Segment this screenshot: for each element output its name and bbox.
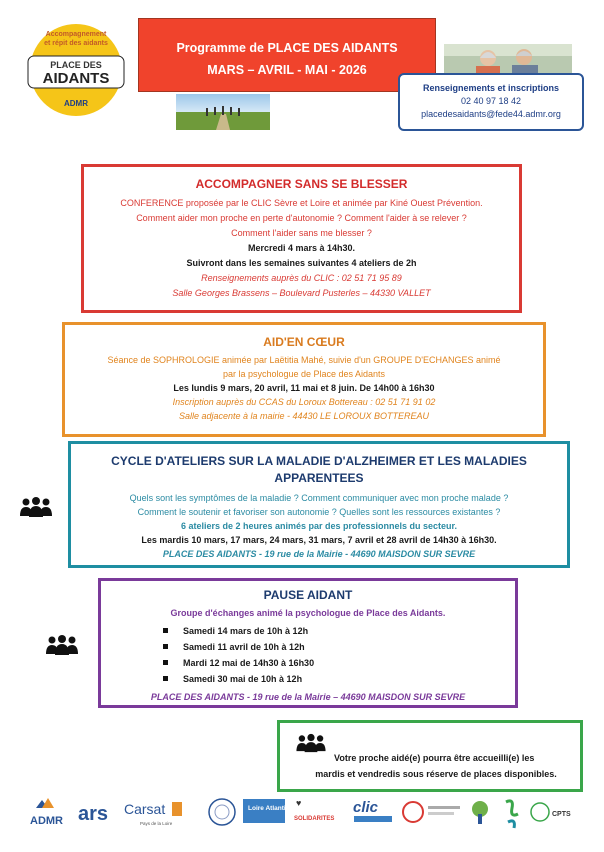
partner-logos — [28, 794, 584, 834]
section5-text — [294, 750, 578, 782]
section1-line1: CONFERENCE proposée par le CLIC Sèvre et Loire et animée par Kiné Ouest Prévention. — [120, 198, 483, 208]
section3-line2: Comment le soutenir et favoriser son autonomie ? Quelles sont les ressources existantes ? — [137, 507, 501, 517]
partner-logo-tree — [472, 801, 488, 824]
section4-date-list — [163, 623, 515, 687]
section-aid-en-coeur — [62, 322, 546, 437]
admr-logo — [30, 798, 63, 827]
svg-text:♥: ♥ — [296, 798, 302, 808]
section2-line2: par la psychologue de Place des Aidants — [222, 369, 386, 379]
admr-text: ADMR — [30, 815, 63, 827]
section3-line1: Quels sont les symptômes de la maladie ? Comment communiquer avec mon proche malade ? — [129, 493, 509, 503]
section2-place: Salle adjacente à la mairie - 44430 LE LOROUX BOTTEREAU — [178, 411, 430, 421]
section-alzheimer-workshops — [68, 441, 570, 568]
section2-title: AID'EN CŒUR — [263, 335, 345, 349]
carsat-sub: Pays de la Loire — [140, 821, 173, 826]
walking-group-photo — [176, 94, 270, 130]
partner-logo-ms — [506, 801, 518, 828]
place-des-aidants-logo — [20, 18, 132, 118]
list-item: Samedi 11 avril de 10h à 12h — [163, 639, 515, 655]
section5-line2: mardis et vendredis sous réserve de places disponibles. — [315, 769, 557, 779]
solidarites-logo — [294, 798, 334, 822]
logo-line4: AIDANTS — [42, 70, 110, 87]
list-item: Samedi 30 mai de 10h à 12h — [163, 671, 515, 687]
program-title: Programme de PLACE DES AIDANTS — [176, 41, 398, 55]
section2-line1: Séance de SOPHROLOGIE animée par Laëtitia Mahé, suivie d'un GROUPE D'ECHANGES animé — [107, 355, 501, 365]
group-people-icon — [20, 496, 52, 523]
loire-atlantique-logo — [243, 799, 298, 823]
logo-line1: Accompagnement — [45, 31, 107, 38]
contact-email[interactable]: placedesaidants@fede44.admr.org — [421, 109, 561, 119]
solidarites-text: SOLIDARITES — [294, 816, 335, 822]
section4-title: PAUSE AIDANT — [263, 588, 353, 602]
group-people-icon — [46, 634, 78, 661]
section3-title2: APPARENTEES — [274, 471, 364, 485]
list-item: Mardi 12 mai de 14h30 à 16h30 — [163, 655, 515, 671]
section1-title: ACCOMPAGNER SANS SE BLESSER — [195, 177, 408, 191]
cpts-logo — [531, 803, 571, 821]
logo-line3: PLACE DES — [50, 60, 102, 70]
section3-place: PLACE DES AIDANTS - 19 rue de la Mairie - 44690 MAISDON SUR SEVRE — [162, 549, 476, 559]
section2-info: Inscription auprès du CCAS du Loroux Bottereau : 02 51 71 91 02 — [172, 397, 436, 407]
section4-subtitle: Groupe d'échanges animé la psychologue de Place des Aidants. — [170, 608, 446, 618]
clic-text: clic — [353, 799, 379, 816]
program-period: MARS – AVRIL - MAI - 2026 — [207, 63, 367, 77]
contact-box — [398, 73, 584, 131]
section1-date: Mercredi 4 mars à 14h30. — [247, 243, 356, 253]
section1-place: Salle Georges Brassens – Boulevard Pusterles – 44330 VALLET — [172, 288, 431, 298]
logo-line5: ADMR — [64, 99, 88, 108]
section1-followup: Suivront dans les semaines suivantes 4 ateliers de 2h — [186, 258, 417, 268]
carsat-logo — [124, 801, 182, 826]
section2-dates: Les lundis 9 mars, 20 avril, 11 mai et 8 juin. De 14h00 à 16h30 — [173, 383, 435, 393]
partner-logo-ring — [403, 802, 460, 822]
program-title-box — [138, 18, 436, 92]
section1-line3: Comment l'aider sans me blesser ? — [231, 228, 372, 238]
clic-logo — [353, 799, 392, 822]
section-accompagner — [81, 164, 522, 313]
section5-line1: Votre proche aidé(e) pourra être accueilli(e) les — [334, 753, 535, 763]
section3-dates: Les mardis 10 mars, 17 mars, 24 mars, 31 mars, 7 avril et 28 avril de 14h30 à 16h30. — [141, 535, 497, 545]
ars-text: ars — [78, 803, 109, 825]
section3-title1: CYCLE D'ATELIERS SUR LA MALADIE D'ALZHEIMER ET LES MALADIES — [111, 454, 527, 468]
section1-info: Renseignements auprès du CLIC : 02 51 71 95 89 — [201, 273, 402, 283]
list-item: Samedi 14 mars de 10h à 12h — [163, 623, 515, 639]
contact-label: Renseignements et inscriptions — [422, 83, 560, 93]
contact-phone[interactable]: 02 40 97 18 42 — [460, 96, 522, 106]
carsat-text: Carsat — [124, 801, 166, 817]
cpts-text: CPTS — [552, 811, 571, 818]
partner-seal-logo — [209, 799, 235, 825]
logo-line2: et répit des aidants — [44, 40, 108, 47]
section-accueil-proche — [277, 720, 583, 792]
ars-logo — [78, 803, 108, 825]
section3-line3: 6 ateliers de 2 heures animés par des professionnels du secteur. — [180, 521, 458, 531]
section-pause-aidant — [98, 578, 518, 708]
loire-text: Loire Atlantique — [248, 805, 298, 812]
section4-place: PLACE DES AIDANTS - 19 rue de la Mairie – 44690 MAISDON SUR SEVRE — [150, 692, 466, 702]
section1-line2: Comment aider mon proche en perte d'autonomie ? Comment l'aider à se relever ? — [136, 213, 467, 223]
